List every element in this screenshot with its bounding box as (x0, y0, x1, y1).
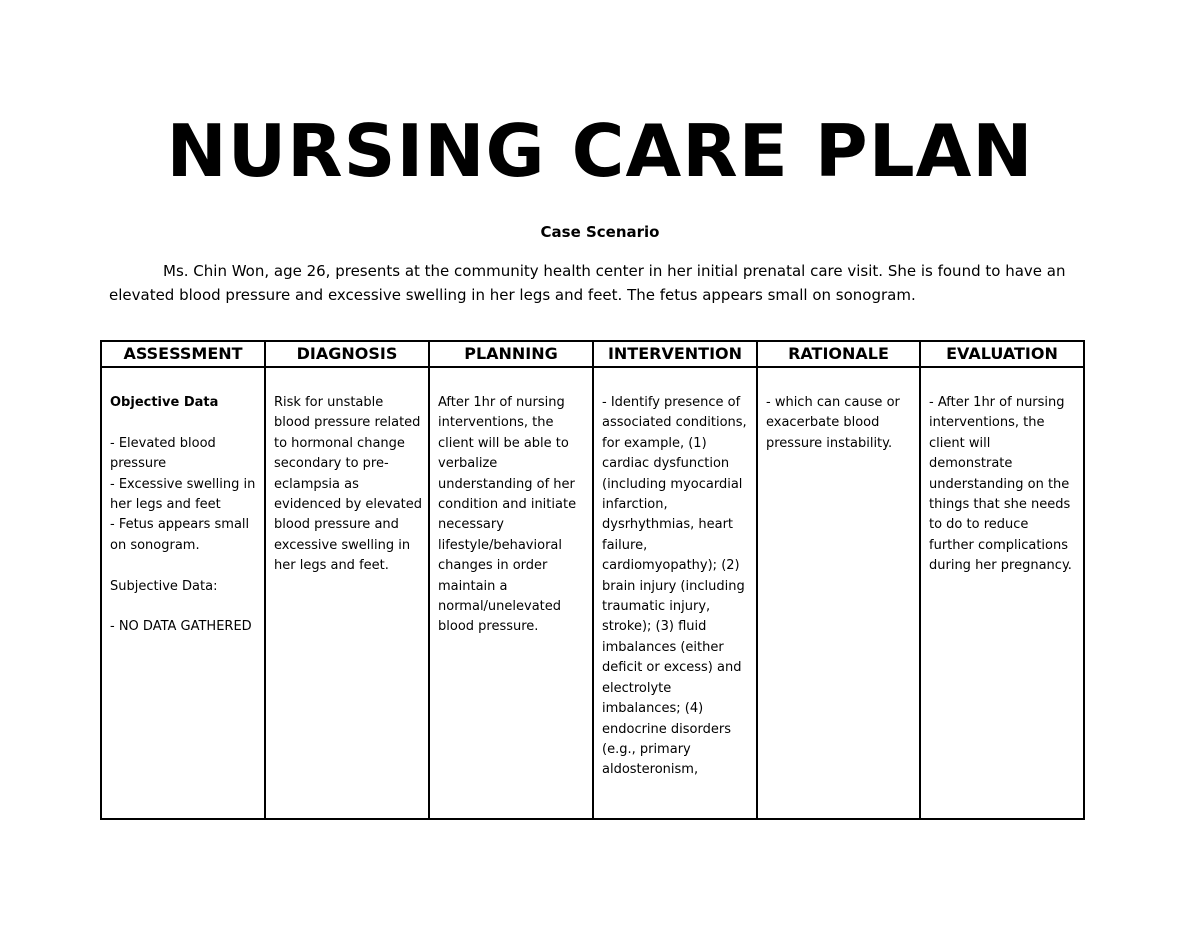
nursing-care-plan-table (100, 340, 1085, 820)
objective-item: - Elevated blood pressure (110, 435, 216, 472)
planning-text: After 1hr of nursing interventions, the client will be able to verbalize understanding of her condition and initiate necessary lifestyle/behavioral changes in order maintain a normal/unelevated blood pressure. (438, 395, 577, 635)
document-title: NURSING CARE PLAN (166, 109, 1034, 193)
objective-item: - Excessive swelling in her legs and feet (110, 476, 256, 513)
assessment-cell (101, 367, 265, 819)
diagnosis-cell (265, 367, 429, 819)
planning-cell (429, 367, 593, 819)
objective-item: - Fetus appears small on sonogram. (110, 517, 250, 553)
rationale-cell (757, 367, 920, 819)
intervention-cell (593, 367, 757, 819)
subjective-item: - NO DATA GATHERED (110, 619, 252, 635)
case-scenario-text: Ms. Chin Won, age 26, presents at the community health center in her initial prenatal care visit. She is found to have an elevated blood pressure and excessive swelling in her legs and feet. The fetus appears small on sonogram. (109, 262, 1066, 304)
header-evaluation: EVALUATION (920, 341, 1084, 367)
header-planning: PLANNING (429, 341, 593, 367)
case-scenario-heading: Case Scenario (540, 223, 660, 241)
subjective-data-heading: Subjective Data: (110, 578, 218, 594)
objective-data-heading: Objective Data (110, 395, 219, 410)
diagnosis-text: Risk for unstable blood pressure related to hormonal change secondary to pre-eclampsia as evidenced by elevated blood pressure and excessive swelling in her legs and feet. (274, 395, 422, 574)
rationale-text: - which can cause or exacerbate blood pressure instability. (766, 395, 900, 451)
header-assessment: ASSESSMENT (101, 341, 265, 367)
table-row (101, 367, 1084, 819)
header-intervention: INTERVENTION (593, 341, 757, 367)
table-header-row (101, 341, 1084, 367)
intervention-text: - Identify presence of associated conditions, for example, (1) cardiac dysfunction (including myocardial infarction, dysrhythmias, heart failure, cardiomyopathy); (2) brain injury (including traumatic injury, stroke); (3) fluid imbalances (either deficit or excess) and electrolyte imbalances; (4) endocrine disorders (e.g., primary aldosteronism, (602, 395, 747, 778)
evaluation-text: - After 1hr of nursing interventions, the client will demonstrate understanding on the things that she needs to do to reduce further complications during her pregnancy. (929, 395, 1072, 574)
header-diagnosis: DIAGNOSIS (265, 341, 429, 367)
evaluation-cell (920, 367, 1084, 819)
header-rationale: RATIONALE (757, 341, 920, 367)
